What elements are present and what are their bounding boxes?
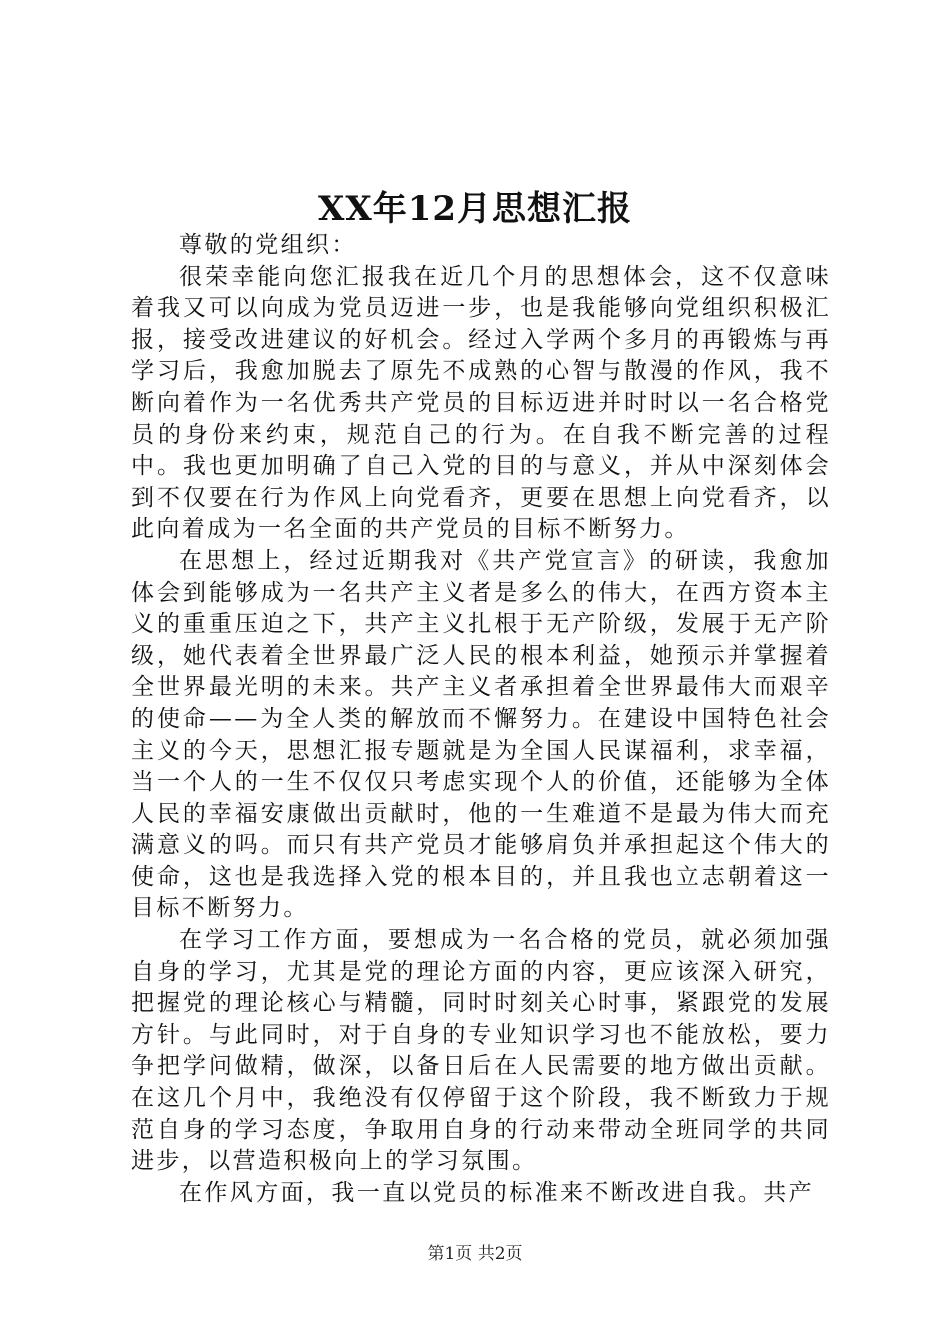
document-title: XX年12月思想汇报	[317, 189, 633, 229]
paragraph-2: 在思想上，经过近期我对《共产党宣言》的研读，我愈加体会到能够成为一名共产主义者是多么的伟大，在西方资本主义的重重压迫之下，共产主义扎根于无产阶级，发展于无产阶级，她代表着全世界最广泛人民的根本利益，她预示并掌握着全世界最光明的未来。共产主义者承担着全世界最伟大而艰辛的使命——为全人类的解放而不懈努力。在建设中国特色社会主义的今天，思想汇报专题就是为全国人民谋福利，求幸福，当一个人的一生不仅仅只考虑实现个人的价值，还能够为全体人民的幸福安康做出贡献时，他的一生难道不是最为伟大而充满意义的吗。而只有共产党员才能够肩负并承担起这个伟大的使命，这也是我选择入党的根本目的，并且我也立志朝着这一目标不断努力。	[131, 547, 831, 922]
paragraph-4: 在作风方面，我一直以党员的标准来不断改进自我。共产	[179, 1179, 814, 1206]
salutation: 尊敬的党组织：	[179, 232, 357, 258]
document-body	[131, 230, 831, 1209]
paragraph-1: 很荣幸能向您汇报我在近几个月的思想体会，这不仅意味着我又可以向成为党员迈进一步，也是我能够向党组织积极汇报，接受改进建议的好机会。经过入学两个多月的再锻炼与再学习后，我愈加脱去了原先不成熟的心智与散漫的作风，我不断向着作为一名优秀共产党员的目标迈进并时时以一名合格党员的身份来约束，规范自己的行为。在自我不断完善的过程中。我也更加明确了自己入党的目的与意义，并从中深刻体会到不仅要在行为作风上向党看齐，更要在思想上向党看齐，以此向着成为一名全面的共产党员的目标不断努力。	[131, 263, 831, 543]
page-number-footer: 第1页 共2页	[427, 1244, 523, 1264]
paragraph-3: 在学习工作方面，要想成为一名合格的党员，就必须加强自身的学习，尤其是党的理论方面的内容，更应该深入研究，把握党的理论核心与精髓，同时时刻关心时事，紧跟党的发展方针。与此同时，对于自身的专业知识学习也不能放松，要力争把学问做精，做深，以备日后在人民需要的地方做出贡献。在这几个月中，我绝没有仅停留于这个阶段，我不断致力于规范自身的学习态度，争取用自身的行动来带动全班同学的共同进步，以营造积极向上的学习氛围。	[131, 927, 831, 1175]
